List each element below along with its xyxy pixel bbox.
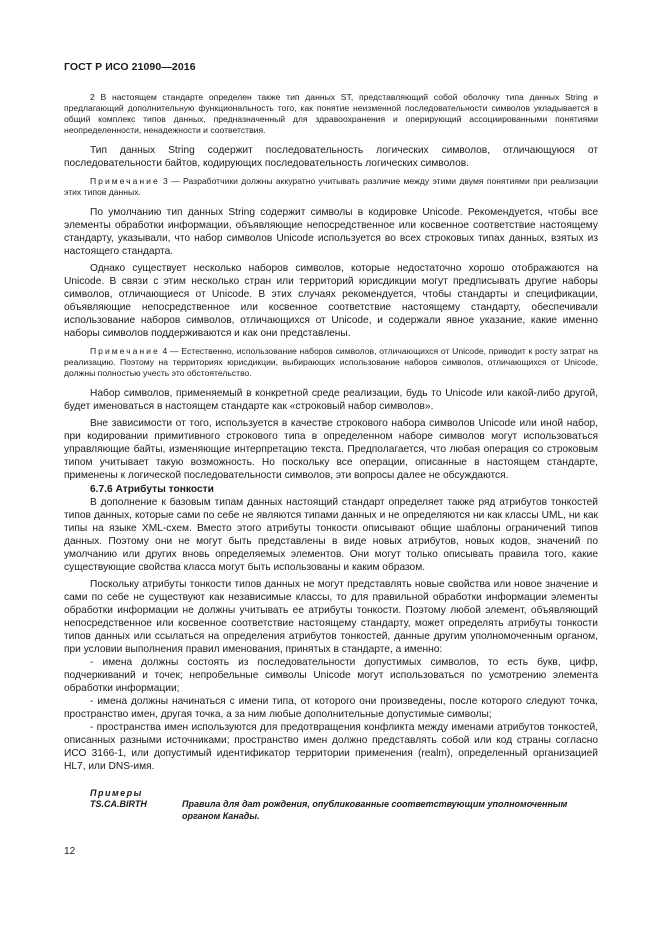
- paragraph: Поскольку атрибуты тонкости типов данных не могут представлять новые свойства или новое значение и сами по себе не существуют как независимые классы, то для правильной обработки информации элементы обработки информации не должны учитывать ее атрибуты тонкости. Поэтому любой элемент, объявляющий непосредственное или косвенное соответствие настоящему стандарту, может определять атрибуты тонкости типов данных или ссылаться на определения атрибутов тонкостей, данные другим уполномоченным органом, при условии выполнения правил именования, принятых в стандарте, а именно:: [64, 579, 598, 655]
- note-text: 4 — Естественно, использование наборов символов, отличающихся от Unicode, приводит к росту затрат на реализацию. Поэтому на территориях юрисдикции, выбирающих использование наборов символов, отличающихся от Unicode, должны полностью учесть это обстоятельство.: [64, 346, 598, 378]
- example-term: TS.CA.BIRTH: [90, 799, 147, 809]
- list-item: - имена должны состоять из последовательности допустимых символов, то есть букв, цифр, подчеркиваний и точек; непробельные символы Unicode могут использоваться по усмотрению элемента обработки информации;: [64, 657, 598, 694]
- paragraph: Набор символов, применяемый в конкретной среде реализации, будь то Unicode или какой-либо другой, будет именоваться в настоящем стандарте как «строковый набор символов».: [64, 388, 598, 412]
- note-text: 3 — Разработчики должны аккуратно учитывать различие между этими двумя понятиями при реализации этих типов данных.: [64, 176, 598, 197]
- paragraph: 2 В настоящем стандарте определен также тип данных ST, представляющий собой оболочку типа данных String и предлагающий дополнительную функциональность того, как понятие неизменной последовательности символов укладывается в общий комплекс типов данных, предназначенный для здравоохранения и оперирующий ассоциированными понятиями неопределенности, ненадежности и соответствия.: [64, 92, 598, 135]
- section-heading: 6.7.6 Атрибуты тонкости: [90, 484, 214, 495]
- example-row: [64, 799, 598, 822]
- note-3: [64, 176, 598, 198]
- paragraph: Вне зависимости от того, используется в качестве строкового набора символов Unicode или иной набор, при кодировании примитивного строкового типа в определенном наборе символов могут использоваться управляющие байты, изменяющие интерпретацию текста. Предполагается, что любая операция со строковым типом учитывает такую возможность. Но поскольку все операции, описанные в настоящем стандарте, применены к логической последовательности символов, эти вопросы далее не обсуждаются.: [64, 418, 598, 481]
- list-item: - пространства имен используются для предотвращения конфликта между именами атрибутов тонкостей, описанных разными источниками; пространство имен должно представлять собой или код страны согласно ИСО 3166-1, или допустимый идентификатор территории применения (realm), определенный организацией HL7, или DNS-имя.: [64, 722, 598, 772]
- page-header: ГОСТ Р ИСО 21090—2016: [64, 61, 196, 73]
- examples-title: Примеры: [90, 788, 143, 798]
- note-label: Примечание: [90, 176, 160, 186]
- paragraph: По умолчанию тип данных String содержит символы в кодировке Unicode. Рекомендуется, чтобы все элементы обработки информации, объявляющие непосредственное или косвенное соответствие настоящему стандарту, указывали, что набор символов Unicode используется во всех строковых типах данных, взятых из настоящего стандарта.: [64, 207, 598, 257]
- note-label: Примечание: [90, 346, 160, 356]
- paragraph: В дополнение к базовым типам данных настоящий стандарт определяет также ряд атрибутов тонкостей типов данных, которые сами по себе не являются типами данных и не определяются ни как классы UML, ни как типы на языке XML-схем. Вместо этого атрибуты тонкости описывают общие шаблоны ограничений типов данных. Поэтому они не могут быть представлены в виде новых атрибутов, новых кодов, значений по умолчанию или других вновь определяемых элементов. Они могут только описывать правила того, какие существующие свойства класса могут быть использованы и каким образом.: [64, 497, 598, 573]
- paragraph: Однако существует несколько наборов символов, которые недостаточно хорошо отображаются на Unicode. В связи с этим несколько стран или территорий юрисдикции могут предписывать другие наборы символов, отличающиеся от Unicode. В этих случаях рекомендуется, чтобы стандарты и спецификации, объявляющие непосредственное или косвенное соответствие настоящему стандарту, обеспечивали использование наборов символов, отличающихся от Unicode, и содержали явное указание, какие именно наборы символов поддерживаются и как они представлены.: [64, 263, 598, 339]
- page-number: 12: [64, 846, 76, 857]
- list-item: - имена должны начинаться с имени типа, от которого они произведены, после которого следуют точка, пространство имен, другая точка, а за ним любые дополнительные допустимые символы;: [64, 696, 598, 720]
- examples-block: [64, 787, 598, 822]
- page-body: [64, 92, 598, 822]
- example-definition: Правила для дат рождения, опубликованные соответствующим уполномоченным органом Канады.: [182, 799, 568, 821]
- note-4: [64, 346, 598, 379]
- paragraph: Тип данных String содержит последовательность логических символов, отличающуюся от последовательности байтов, кодирующих последовательность логических символов.: [64, 145, 598, 169]
